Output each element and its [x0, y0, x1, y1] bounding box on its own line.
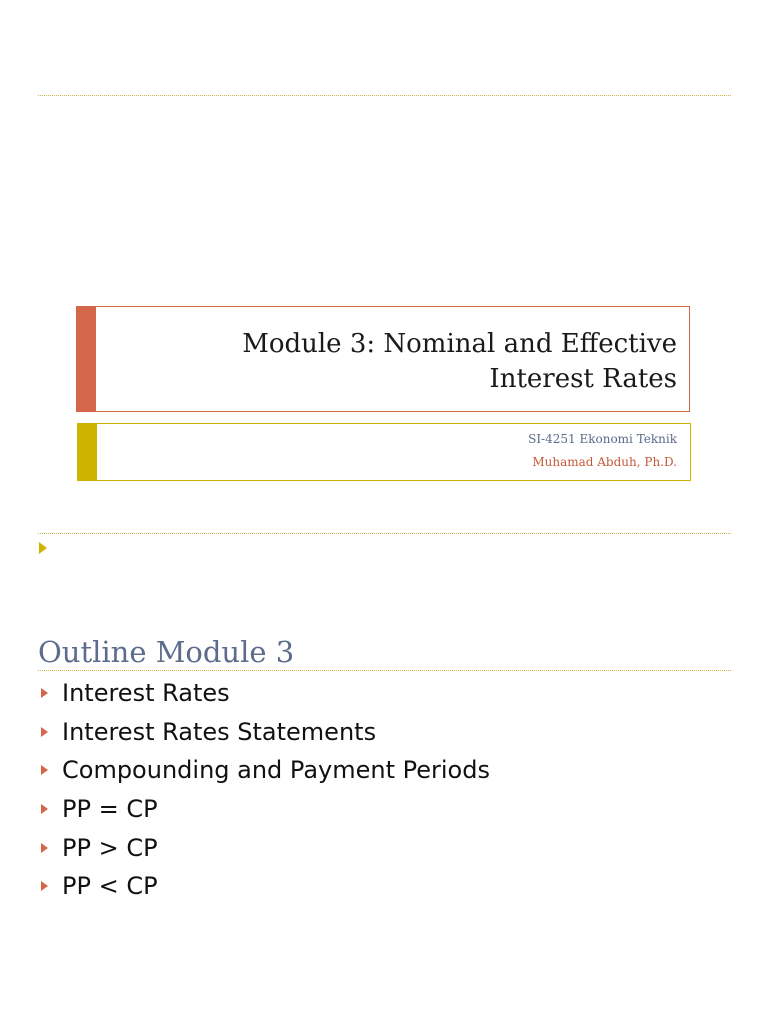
outline-list: [38, 675, 490, 907]
list-item: [38, 675, 490, 714]
list-item-text: PP > CP: [62, 833, 158, 862]
bullet-triangle-icon: [41, 804, 48, 814]
outline-heading: Outline Module 3: [38, 635, 295, 669]
list-item-text: PP = CP: [62, 795, 158, 824]
subtitle-accent-bar: [78, 424, 97, 480]
list-item-text: Interest Rates: [62, 679, 230, 707]
list-item-text: Compounding and Payment Periods: [62, 756, 490, 785]
list-item: [38, 830, 490, 869]
list-item: [38, 791, 490, 830]
bullet-triangle-icon: [41, 688, 48, 698]
list-item-text: PP < CP: [62, 872, 158, 901]
list-item: [38, 714, 490, 753]
triangle-marker-icon: [39, 542, 47, 554]
bullet-triangle-icon: [41, 843, 48, 853]
top-divider: [38, 95, 731, 96]
title-panel: [76, 306, 690, 412]
slide-separator: [38, 533, 731, 534]
title-accent-bar: [77, 307, 96, 411]
author-label: Muhamad Abduh, Ph.D.: [532, 455, 677, 469]
slide-title-line-1: Module 3: Nominal and Effective: [242, 329, 677, 359]
list-item: [38, 752, 490, 791]
heading-divider: [38, 670, 731, 671]
bullet-triangle-icon: [41, 727, 48, 737]
slide-title: [137, 327, 677, 397]
list-item-text: Interest Rates Statements: [62, 717, 377, 746]
subtitle-panel: [77, 423, 691, 481]
slide-title-line-2: Interest Rates: [489, 364, 677, 394]
course-label: SI-4251 Ekonomi Teknik: [528, 432, 677, 446]
bullet-triangle-icon: [41, 765, 48, 775]
list-item: [38, 868, 490, 907]
bullet-triangle-icon: [41, 881, 48, 891]
